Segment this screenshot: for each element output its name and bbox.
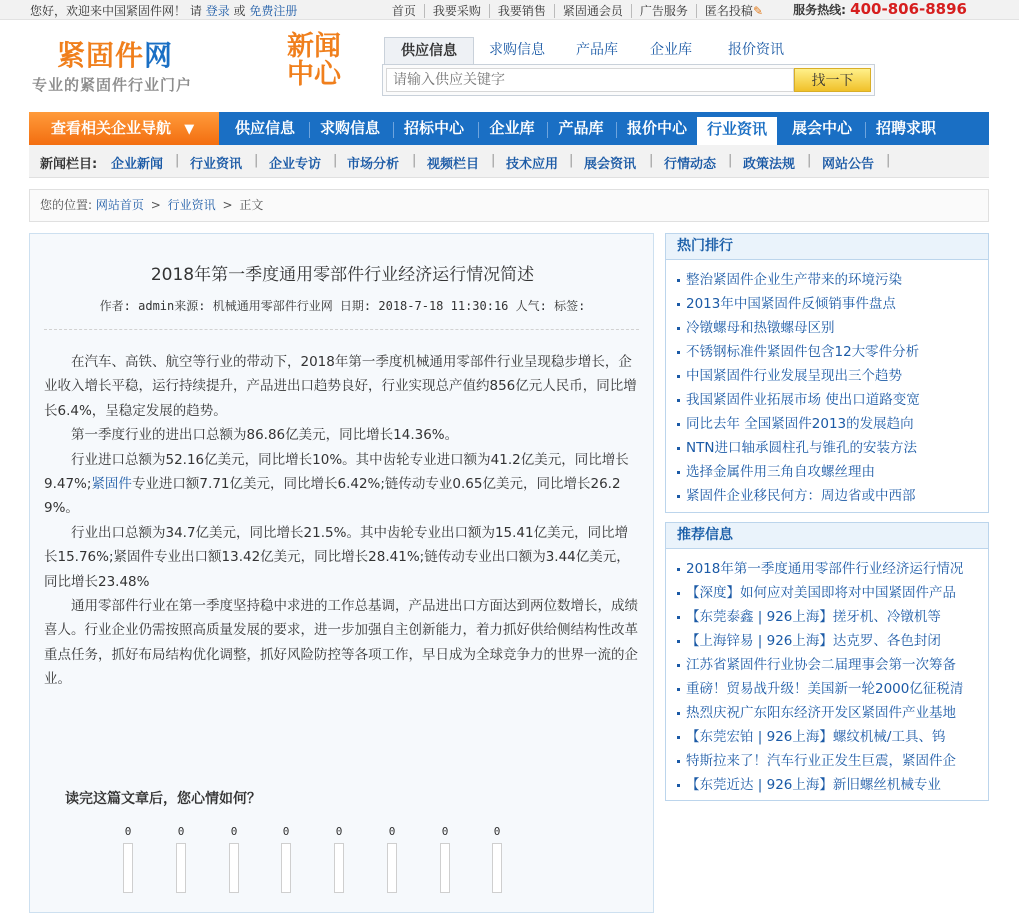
hot-item-label: 我国紧固件业拓展市场 使出口道路变宽 [686, 392, 920, 408]
bullet-icon [677, 616, 680, 619]
article-body [44, 350, 641, 692]
recommend-item[interactable] [677, 653, 982, 677]
nav-divider [865, 122, 866, 138]
mood-option[interactable] [387, 825, 397, 893]
article-text: 行业进口总额为52.16亿美元，同比增长10%。其中齿轮专业进口额为41.2亿美元，同比增长9.47%; [44, 451, 629, 493]
top-link-ads[interactable]: 广告服务 [631, 4, 696, 18]
hot-item[interactable] [677, 460, 982, 484]
hot-item-label: NTN进口轴承圆柱孔与锥孔的安装方法 [686, 440, 917, 456]
subnav-interviews[interactable]: 企业专访 [269, 157, 322, 172]
bullet-icon [677, 447, 680, 450]
mood-count: 0 [441, 825, 449, 838]
mood-option[interactable] [123, 825, 133, 893]
mood-bar [387, 843, 397, 893]
nav-jobs[interactable]: 招聘求职 [875, 119, 936, 137]
hot-item[interactable] [677, 412, 982, 436]
hot-item[interactable] [677, 484, 982, 508]
hot-item-label: 同比去年 全国紧固件2013的发展趋向 [686, 416, 914, 432]
subnav-separator: | [412, 153, 417, 168]
chevron-down-icon: ▼ [184, 122, 195, 137]
subnav-video[interactable]: 视频栏目 [427, 157, 480, 172]
bullet-icon [677, 760, 680, 763]
mood-bar [176, 843, 186, 893]
article-panel [29, 233, 654, 913]
subnav-separator: | [886, 153, 891, 168]
subnav-separator: | [807, 153, 812, 168]
bullet-icon [677, 423, 680, 426]
top-link-home[interactable]: 首页 [391, 4, 416, 18]
hot-ranking-box [665, 233, 989, 513]
mood-count: 0 [335, 825, 343, 838]
nav-divider [616, 122, 617, 138]
submit-link[interactable] [696, 4, 771, 18]
hotline [793, 0, 967, 18]
bullet-icon [677, 688, 680, 691]
recommend-item-label: 【东莞泰鑫 | 926上海】搓牙机、冷镦机等 [686, 609, 941, 625]
nav-tender[interactable]: 招标中心 [403, 119, 464, 137]
nav-products[interactable]: 产品库 [558, 119, 604, 137]
recommend-item[interactable] [677, 725, 982, 749]
breadcrumb-current: 正文 [239, 198, 264, 212]
article-meta: 作者: admin来源: 机械通用零部件行业网 日期: 2018-7-18 11:30:16 人气: 标签: [99, 299, 586, 313]
mood-bar [334, 843, 344, 893]
bullet-icon [677, 640, 680, 643]
recommend-item[interactable] [677, 773, 982, 797]
subnav-expo-news[interactable]: 展会资讯 [584, 157, 637, 172]
subnav-separator: | [728, 153, 733, 168]
register-link[interactable]: 免费注册 [249, 4, 298, 18]
recommend-item-label: 【东莞宏铂 | 926上海】螺纹机械/工具、钨 [686, 729, 946, 745]
hot-item[interactable] [677, 268, 982, 292]
top-link-member[interactable]: 紧固通会员 [554, 4, 631, 18]
hot-item[interactable] [677, 292, 982, 316]
nav-divider [547, 122, 548, 138]
article-paragraph: 第一季度行业的进出口总额为86.86亿美元，同比增长14.36%。 [71, 427, 459, 444]
mood-option[interactable] [440, 825, 450, 893]
bullet-icon [677, 327, 680, 330]
site-slogan: 专业的紧固件行业门户 [32, 76, 193, 94]
mood-count: 0 [177, 825, 185, 838]
search-tab-supply[interactable]: 供应信息 [384, 37, 474, 64]
recommend-item-label: 【深度】如何应对美国即将对中国紧固件产品 [686, 585, 956, 601]
recommend-item-label: 热烈庆祝广东阳东经济开发区紧固件产业基地 [686, 705, 956, 721]
nav-supply[interactable]: 供应信息 [234, 119, 295, 137]
nav-divider [309, 122, 310, 138]
nav-exhibitions[interactable]: 展会中心 [791, 119, 852, 137]
article-paragraph: 通用零部件行业在第一季度坚持稳中求进的工作总基调，产品进出口方面达到两位数增长，成绩喜人。行业企业仍需按照高质量发展的要求，进一步加强自主创新能力，着力抓好供给侧结构性改革重点任务，抓好布局结构优化调整，抓好风险防控等各项工作，早日成为全球竞争力的世界一流的企业。 [44, 598, 638, 688]
subnav-policy[interactable]: 政策法规 [743, 157, 796, 172]
nav-buy[interactable]: 求购信息 [319, 119, 380, 137]
nav-divider [393, 122, 394, 138]
top-link-buy[interactable]: 我要采购 [424, 4, 489, 18]
recommend-item[interactable] [677, 749, 982, 773]
bullet-icon [677, 495, 680, 498]
subnav-announcements[interactable]: 网站公告 [822, 157, 875, 172]
top-links [384, 2, 771, 19]
subnav-separator: | [649, 153, 654, 168]
article-divider [44, 329, 639, 330]
hot-item[interactable] [677, 316, 982, 340]
nav-quotes[interactable]: 报价中心 [626, 119, 687, 137]
subnav-separator: | [254, 153, 259, 168]
breadcrumb-separator: > [222, 198, 233, 212]
search-tab-quotes[interactable]: 报价资讯 [728, 42, 784, 58]
article-paragraph: 在汽车、高铁、航空等行业的带动下，2018年第一季度机械通用零部件行业呈现稳步增长，企业收入增长平稳，运行持续提升，产品进出口趋势良好，行业实现总产值约856亿元人民币，同比增长6.4%，呈稳定发展的趋势。 [44, 354, 637, 419]
or-text: 或 [233, 4, 246, 18]
recommend-item-label: 【东莞近达 | 926上海】新旧螺丝机械专业 [686, 777, 941, 793]
search-tab-buy[interactable]: 求购信息 [489, 42, 545, 58]
hot-item-label: 选择金属件用三角自攻螺丝理由 [686, 464, 875, 480]
bullet-icon [677, 399, 680, 402]
subnav-separator: | [175, 153, 180, 168]
recommend-item-label: 2018年第一季度通用零部件行业经济运行情况 [686, 561, 964, 577]
nav-companies[interactable]: 企业库 [489, 119, 535, 137]
welcome-area [30, 2, 297, 19]
bullet-icon [677, 568, 680, 571]
mood-count: 0 [230, 825, 238, 838]
recommend-list [666, 549, 988, 797]
mood-option[interactable] [492, 825, 502, 893]
breadcrumb-prefix: 您的位置: [40, 198, 93, 212]
recommend-item[interactable] [677, 677, 982, 701]
subnav-separator: | [569, 153, 574, 168]
top-bar [0, 0, 1019, 20]
recommend-title: 推荐信息 [666, 523, 988, 549]
company-guide-dropdown[interactable] [29, 112, 219, 147]
recommend-item[interactable] [677, 701, 982, 725]
main-nav [29, 112, 989, 145]
subnav-label: 新闻栏目: [40, 157, 98, 172]
hot-item-label: 紧固件企业移民何方：周边省或中西部 [686, 488, 916, 504]
hot-ranking-list [666, 260, 988, 508]
news-subnav [29, 145, 989, 178]
logo-wang: 网 [144, 39, 174, 72]
article-paragraph [44, 448, 641, 521]
bullet-icon [677, 736, 680, 739]
hot-item-label: 整治紧固件企业生产带来的环境污染 [686, 272, 902, 288]
search-button[interactable]: 找一下 [794, 68, 871, 92]
bullet-icon [677, 664, 680, 667]
hot-item-label: 不锈钢标准件紧固件包含12大零件分析 [686, 344, 920, 360]
mood-count: 0 [282, 825, 290, 838]
mood-option[interactable] [334, 825, 344, 893]
hot-item-label: 中国紧固件行业发展呈现出三个趋势 [686, 368, 902, 384]
article-text: 专业进口额7.71亿美元，同比增长6.42%;链传动专业0.65亿美元，同比增长26.29%。 [44, 476, 621, 517]
search-box [382, 64, 875, 96]
welcome-text: 您好，欢迎来中国紧固件网！ [30, 4, 187, 18]
bullet-icon [677, 351, 680, 354]
bullet-icon [677, 712, 680, 715]
search-tab-products[interactable]: 产品库 [576, 42, 618, 58]
bullet-icon [677, 303, 680, 306]
recommend-item[interactable] [677, 581, 982, 605]
nav-industry-news[interactable]: 行业资讯 [697, 117, 777, 145]
top-link-sell[interactable]: 我要销售 [489, 4, 554, 18]
hot-item[interactable] [677, 340, 982, 364]
breadcrumb-separator: > [150, 198, 161, 212]
subnav-market-trends[interactable]: 行情动态 [664, 157, 717, 172]
recommend-item[interactable] [677, 629, 982, 653]
hot-ranking-title: 热门排行 [666, 234, 988, 260]
subnav-separator: | [333, 153, 338, 168]
breadcrumb-home[interactable]: 网站首页 [95, 198, 144, 212]
subnav-company-news[interactable]: 企业新闻 [111, 157, 164, 172]
mood-count: 0 [493, 825, 501, 838]
nav-divider [478, 122, 479, 138]
bullet-icon [677, 471, 680, 474]
article-paragraph: 行业出口总额为34.7亿美元，同比增长21.5%。其中齿轮专业出口额为15.41亿美元，同比增长15.76%;紧固件专业出口额13.42亿美元，同比增长28.41%;链传动专业出口额为3.44亿美元，同比增长23.48% [44, 524, 630, 590]
mood-count: 0 [388, 825, 396, 838]
subnav-tech[interactable]: 技术应用 [506, 157, 559, 172]
mood-option[interactable] [229, 825, 239, 893]
search-tab-companies[interactable]: 企业库 [650, 42, 692, 58]
mood-bar [281, 843, 291, 893]
recommend-box [665, 522, 989, 801]
hot-item[interactable] [677, 364, 982, 388]
mood-count: 0 [124, 825, 132, 838]
pencil-icon: ✎ [752, 4, 763, 18]
recommend-item-label: 特斯拉来了！汽车行业正发生巨震，紧固件企 [686, 753, 956, 769]
recommend-item[interactable] [677, 557, 982, 581]
bullet-icon [677, 375, 680, 378]
subnav-industry-news[interactable]: 行业资讯 [190, 157, 243, 172]
mood-bar [229, 843, 239, 893]
logo-main: 紧固件 [57, 39, 145, 72]
news-center-logo: 新闻中心 [287, 31, 341, 90]
fastener-keyword-link[interactable]: 紧固件 [91, 476, 132, 493]
subnav-separator: | [491, 153, 496, 168]
recommend-item-label: 江苏省紧固件行业协会二届理事会第一次筹备 [686, 657, 956, 673]
login-link[interactable]: 登录 [205, 4, 230, 18]
article-title: 2018年第一季度通用零部件行业经济运行情况简述 [150, 265, 535, 285]
search-input[interactable] [386, 68, 794, 92]
bullet-icon [677, 784, 680, 787]
site-logo[interactable] [57, 34, 173, 74]
hot-item[interactable] [677, 436, 982, 460]
bullet-icon [677, 592, 680, 595]
recommend-item-label: 重磅！贸易战升级！美国新一轮2000亿征税清 [686, 681, 964, 697]
mood-title: 读完这篇文章后，您心情如何？ [65, 791, 261, 807]
mood-bar [440, 843, 450, 893]
mood-option[interactable] [281, 825, 291, 893]
recommend-item[interactable] [677, 605, 982, 629]
hot-item-label: 冷镦螺母和热镦螺母区别 [686, 320, 835, 336]
mood-option[interactable] [176, 825, 186, 893]
bullet-icon [677, 279, 680, 282]
recommend-item-label: 【上海锌易 | 926上海】达克罗、各色封闭 [686, 633, 941, 649]
please-text: 请 [189, 4, 202, 18]
hot-item[interactable] [677, 388, 982, 412]
breadcrumb-section[interactable]: 行业资讯 [167, 198, 216, 212]
subnav-market[interactable]: 市场分析 [347, 157, 400, 172]
mood-bar [492, 843, 502, 893]
hot-item-label: 2013年中国紧固件反倾销事件盘点 [686, 296, 896, 312]
hotline-label: 服务热线: [793, 3, 846, 17]
submit-label: 匿名投稿 [704, 4, 753, 18]
breadcrumb [29, 189, 989, 222]
guide-label: 查看相关企业导航 [51, 119, 172, 137]
hotline-number: 400-806-8896 [850, 0, 967, 18]
mood-bar [123, 843, 133, 893]
